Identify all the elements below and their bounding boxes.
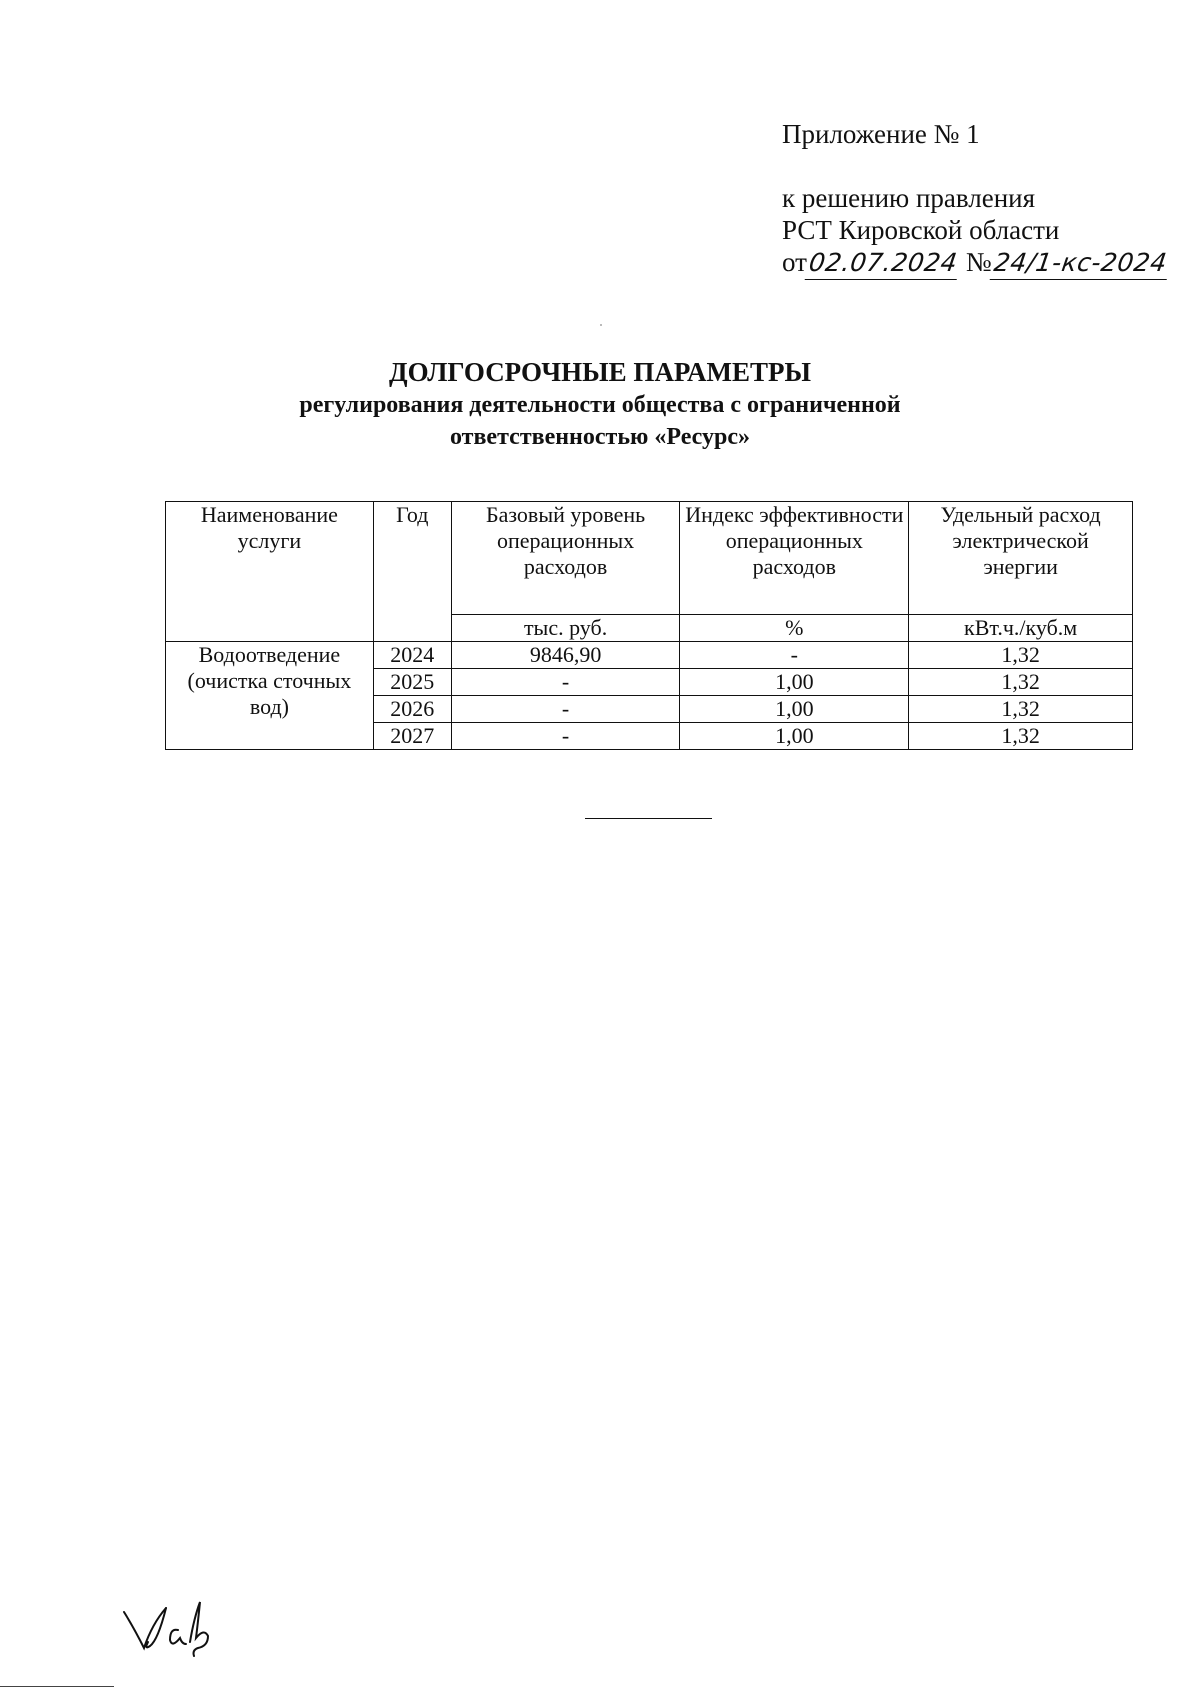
efficiency-index-cell: 1,00 bbox=[680, 669, 909, 696]
decision-line: к решению правления bbox=[782, 183, 1036, 213]
handwritten-date: 02.07.2024 bbox=[805, 247, 962, 280]
appendix-block bbox=[782, 118, 1168, 280]
title-main: ДОЛГОСРОЧНЫЕ ПАРАМЕТРЫ bbox=[389, 357, 811, 387]
parameters-table bbox=[165, 501, 1133, 750]
unit-efficiency-index: % bbox=[680, 615, 909, 642]
title-sub-line-1: регулирования деятельности общества с ограниченной bbox=[299, 392, 901, 418]
unit-base-level: тыс. руб. bbox=[451, 615, 680, 642]
end-of-document-rule bbox=[585, 818, 712, 819]
base-level-cell: - bbox=[451, 669, 680, 696]
document-title bbox=[0, 355, 1200, 453]
header-efficiency-index: Индекс эффективности операционных расходов bbox=[680, 502, 909, 615]
title-sub-line-2: ответственностью «Ресурс» bbox=[450, 424, 750, 450]
authority-line: РСТ Кировской области bbox=[782, 215, 1060, 245]
appendix-title: Приложение № 1 bbox=[782, 119, 980, 149]
service-name-cell: Водоотведение (очистка сточных вод) bbox=[166, 642, 374, 750]
year-cell: 2027 bbox=[373, 723, 451, 750]
table-header-row bbox=[166, 502, 1133, 615]
efficiency-index-cell: 1,00 bbox=[680, 696, 909, 723]
specific-consumption-cell: 1,32 bbox=[909, 723, 1133, 750]
specific-consumption-cell: 1,32 bbox=[909, 642, 1133, 669]
number-prefix: № bbox=[965, 247, 992, 277]
efficiency-index-cell: - bbox=[680, 642, 909, 669]
base-level-cell: 9846,90 bbox=[451, 642, 680, 669]
year-cell: 2025 bbox=[373, 669, 451, 696]
efficiency-index-cell: 1,00 bbox=[680, 723, 909, 750]
table-row bbox=[166, 642, 1133, 669]
specific-consumption-cell: 1,32 bbox=[909, 696, 1133, 723]
header-base-level: Базовый уровень операционных расходов bbox=[451, 502, 680, 615]
header-specific-consumption: Удельный расход электрической энергии bbox=[909, 502, 1133, 615]
unit-specific-consumption: кВт.ч./куб.м bbox=[909, 615, 1133, 642]
handwritten-number: 24/1-кс-2024 bbox=[989, 247, 1170, 280]
handwritten-signature bbox=[120, 1598, 220, 1658]
scan-speck bbox=[600, 324, 602, 326]
date-number-line bbox=[782, 246, 1168, 280]
year-cell: 2024 bbox=[373, 642, 451, 669]
base-level-cell: - bbox=[451, 723, 680, 750]
header-service: Наименование услуги bbox=[166, 502, 374, 642]
bottom-left-rule bbox=[0, 1686, 114, 1687]
specific-consumption-cell: 1,32 bbox=[909, 669, 1133, 696]
from-prefix: от bbox=[782, 247, 807, 277]
year-cell: 2026 bbox=[373, 696, 451, 723]
header-year: Год bbox=[373, 502, 451, 642]
base-level-cell: - bbox=[451, 696, 680, 723]
